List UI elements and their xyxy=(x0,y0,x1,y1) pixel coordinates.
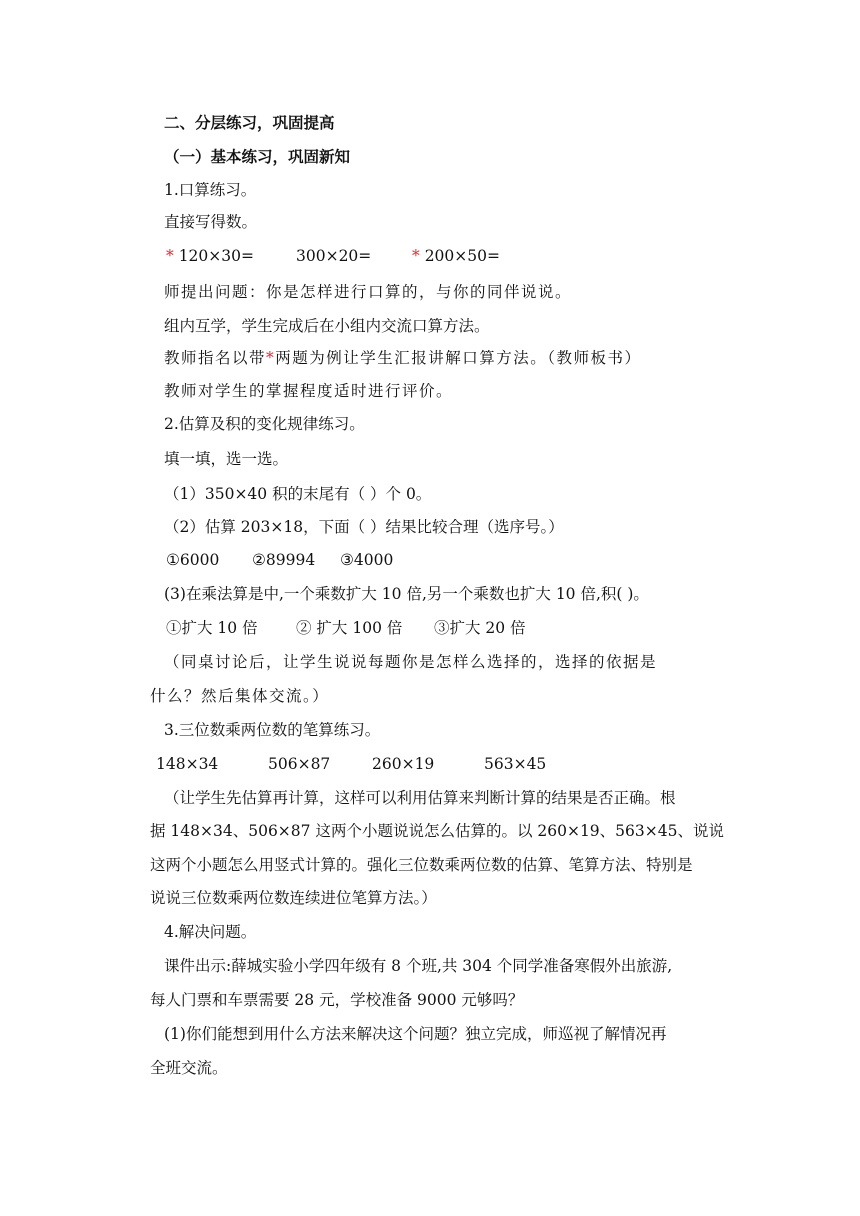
star-mark: * xyxy=(266,349,276,367)
q1-paragraph-1: 师提出问题：你是怎样进行口算的，与你的同伴说说。 xyxy=(164,283,573,301)
q1-item-1-text: 120×30= xyxy=(178,247,254,265)
q3-note-line-4: 说说三位数乘两位数连续进位笔算方法。） xyxy=(150,889,437,907)
q1-item-3-text: 200×50= xyxy=(424,247,500,265)
q3-item-3: 260×19 xyxy=(372,755,435,773)
q3-item-2: 506×87 xyxy=(268,755,331,773)
q4-problem-line-2: 每人门票和车票需要 28 元，学校准备 9000 元够吗？ xyxy=(150,991,524,1009)
q4-problem-line-1: 课件出示:薛城实验小学四年级有 8 个班,共 304 个同学准备寒假外出旅游, xyxy=(164,957,673,975)
q2-sub-2: （2）估算 203×18，下面（ ）结果比较合理（选序号。） xyxy=(164,518,564,536)
star-mark: * xyxy=(166,247,174,265)
q1-paragraph-2: 组内互学，学生完成后在小组内交流口算方法。 xyxy=(164,317,490,335)
q2-sub-3: (3)在乘法算是中,一个乘数扩大 10 倍,另一个乘数也扩大 10 倍,积( )。 xyxy=(164,585,649,603)
section-title: 二、分层练习，巩固提高 xyxy=(164,114,335,132)
q3-item-4: 563×45 xyxy=(484,755,547,773)
q1-p3-before: 教师指名以带 xyxy=(164,349,267,367)
star-mark: * xyxy=(412,247,420,265)
q1-title: 1.口算练习。 xyxy=(164,181,257,199)
q4-sub-line-1: (1)你们能想到用什么方法来解决这个问题？独立完成，师巡视了解情况再 xyxy=(164,1025,667,1043)
q4-title: 4.解决问题。 xyxy=(164,923,257,941)
q1-item-3 xyxy=(412,246,500,266)
q2-sub-2-option-1: ①6000 xyxy=(166,551,220,569)
q2-sub-2-option-3: ③4000 xyxy=(340,551,394,569)
q1-paragraph-4: 教师对学生的掌握程度适时进行评价。 xyxy=(164,382,454,400)
q3-note-line-1: （让学生先估算再计算，这样可以利用估算来判断计算的结果是否正确。根 xyxy=(164,789,676,807)
q3-item-1: 148×34 xyxy=(156,755,219,773)
q2-sub-2-option-2: ②89994 xyxy=(252,551,316,569)
q1-item-1 xyxy=(166,246,254,266)
q2-sub-3-option-3: ③扩大 20 倍 xyxy=(434,619,526,637)
q3-note-line-3: 这两个小题怎么用竖式计算的。强化三位数乘两位数的估算、笔算方法、特别是 xyxy=(150,856,693,874)
q1-paragraph-3 xyxy=(164,348,642,368)
q3-title: 3.三位数乘两位数的笔算练习。 xyxy=(164,721,381,739)
subsection-title: （一）基本练习，巩固新知 xyxy=(164,148,351,166)
q2-sub-3-option-2: ② 扩大 100 倍 xyxy=(296,619,403,637)
q2-note-line-1: （同桌讨论后，让学生说说每题你是怎样么选择的，选择的依据是 xyxy=(164,653,658,671)
q1-instruction: 直接写得数。 xyxy=(164,213,258,231)
q1-p3-after: 两题为例让学生汇报讲解口算方法。（教师板书） xyxy=(275,349,642,367)
q2-instruction: 填一填，选一选。 xyxy=(164,450,289,468)
q4-sub-line-2: 全班交流。 xyxy=(150,1059,228,1077)
q2-sub-3-option-1: ①扩大 10 倍 xyxy=(166,619,258,637)
q2-sub-1: （1）350×40 积的末尾有（ ）个 0。 xyxy=(164,485,432,503)
q1-item-2: 300×20= xyxy=(296,247,372,265)
q3-note-line-2: 据 148×34、506×87 这两个小题说说怎么估算的。以 260×19、563×45、说说 xyxy=(150,822,724,840)
q2-note-line-2: 什么？然后集体交流。） xyxy=(150,687,330,705)
q2-title: 2.估算及积的变化规律练习。 xyxy=(164,415,365,433)
